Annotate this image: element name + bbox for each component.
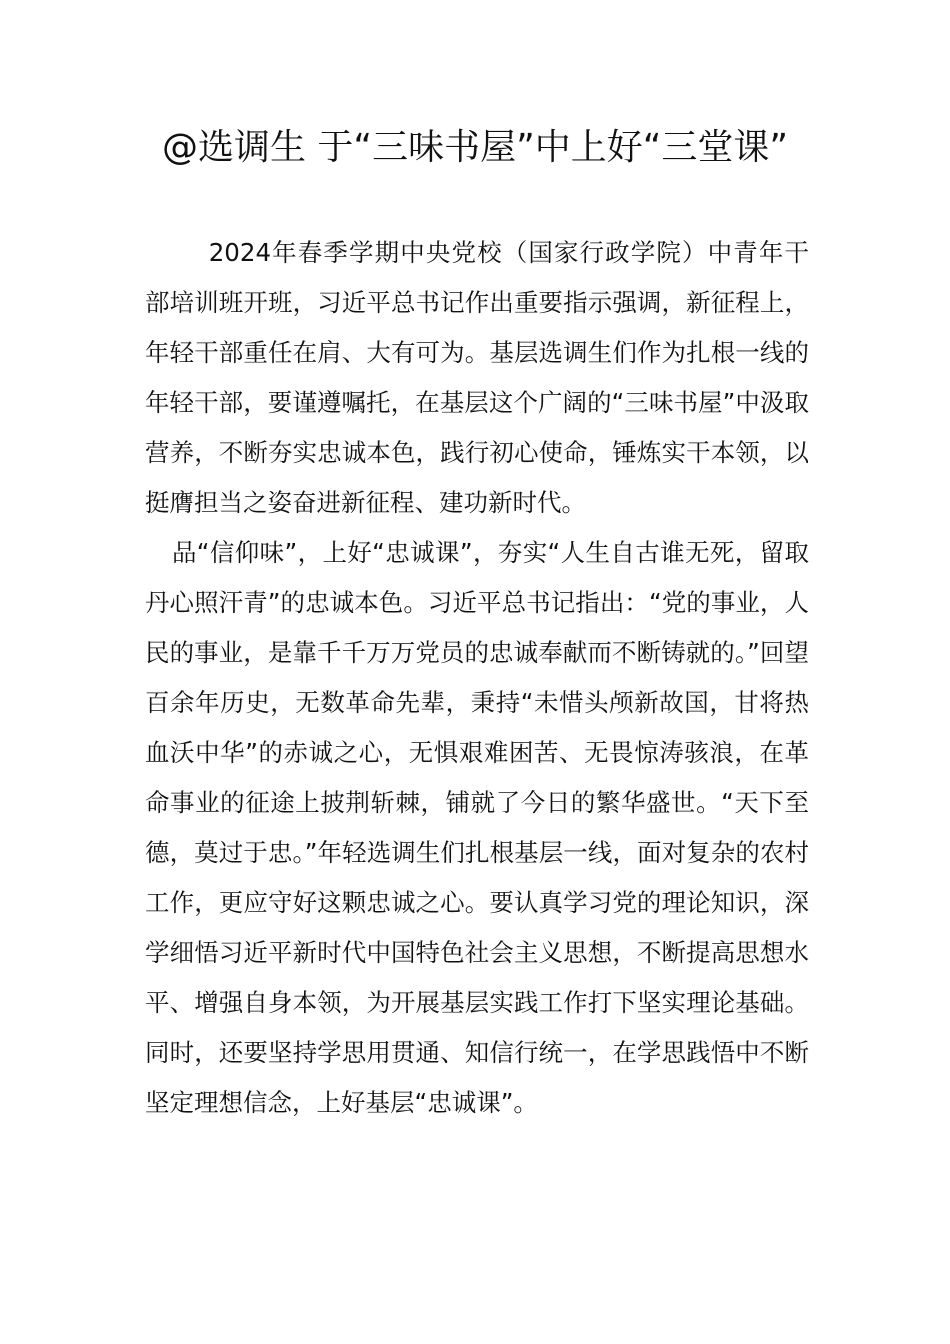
document-body: [145, 228, 809, 1128]
paragraph-intro: 2024年春季学期中央党校（国家行政学院）中青年干部培训班开班，习近平总书记作出重要指示强调，新征程上，年轻干部重任在肩、大有可为。基层选调生们作为扎根一线的年轻干部，要谨遵嘱托，在基层这个广阔的“三味书屋”中汲取营养，不断夯实忠诚本色，践行初心使命，锤炼实干本领，以挺膺担当之姿奋进新征程、建功新时代。: [145, 238, 809, 517]
document-title: @选调生 于“三味书屋”中上好“三堂课”: [161, 127, 789, 168]
paragraph-loyalty: 品“信仰味”，上好“忠诚课”，夯实“人生自古谁无死，留取丹心照汗青”的忠诚本色。习近平总书记指出：“党的事业，人民的事业，是靠千千万万党员的忠诚奉献而不断铸就的。”回望百余年历史，无数革命先辈，秉持“未惜头颅新故国，甘将热血沃中华”的赤诚之心，无惧艰难困苦、无畏惊涛骇浪，在革命事业的征途上披荆斩棘，铺就了今日的繁华盛世。“天下至德，莫过于忠。”年轻选调生们扎根基层一线，面对复杂的农村工作，更应守好这颗忠诚之心。要认真学习党的理论知识，深学细悟习近平新时代中国特色社会主义思想，不断提高思想水平、增强自身本领，为开展基层实践工作打下坚实理论基础。同时，还要坚持学思用贯通、知信行统一，在学思践悟中不断坚定理想信念，上好基层“忠诚课”。: [145, 538, 809, 1117]
